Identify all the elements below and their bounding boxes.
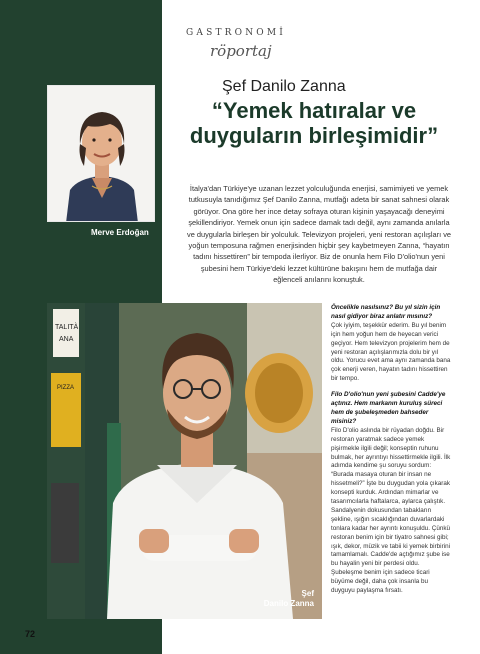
interview-column bbox=[331, 304, 451, 596]
portrait-illustration bbox=[48, 86, 155, 222]
section-kicker: GASTRONOMİ bbox=[186, 28, 287, 38]
page-number: 72 bbox=[25, 629, 36, 639]
photo-caption-name: Danilo Zanna bbox=[263, 599, 314, 608]
section-script-label: röportaj bbox=[210, 42, 272, 60]
portrait-credit: Merve Erdoğan bbox=[91, 228, 149, 237]
chef-photo bbox=[47, 303, 322, 619]
menu-board-text: PIZZA bbox=[57, 385, 75, 391]
headline: “Yemek hatıralar ve duyguların birleşimidir” bbox=[189, 98, 439, 148]
photo-caption-title: Şef bbox=[301, 589, 314, 598]
lede-paragraph: İtalya'dan Türkiye'ye uzanan lezzet yolculuğunda enerjisi, samimiyeti ve yemek tutkusuyla tanıdığımız Şef Danilo Zanna, mutfağı adeta bir sanat sahnesi olarak görüyor. Ona göre her ince detay sofraya oturan kişinin yaşayacağı deneyimi şekillendiriyor. Yemek onun için sadece damak tadı değil, aynı zamanda anılarla ve duygularla birleşen bir yolculuk. Televizyon projeleri, yeni restoran açılışları ve yoğun temposuna rağmen enerjisinden hiçbir şey kaybetmeyen Zanna, “hayatın tadını hissettiren” bir tempoda ilerliyor. Biz de onunla hem Filo D'olio'nun yeni şubesini hem Türkiye'deki lezzet kültürüne bakışını hem de mutfağa dair eğlenceli anılarını konuştuk. bbox=[187, 184, 451, 285]
portrait-photo bbox=[47, 85, 155, 222]
sign-text: TALITÀ bbox=[55, 324, 79, 331]
question-2: Filo D'olio'nun yeni şubesini Cadde'ye açtınız. Hem markanın kuruluş süreci hem de şubeleşmeden bahseder misiniz? bbox=[331, 391, 446, 425]
chef-photo-illustration bbox=[47, 303, 322, 619]
answer-2: Filo D'olio aslında bir rüyadan doğdu. Bir restoran yaratmak sadece yemek pişirmekle ilgili değil; konseptin ruhunu bulmak, her ayrıntıyı hissettirmekle ilgili. İlk adımda kendime şu soruyu sordum: “Burada masaya oturan bir insan ne hissetmeli?” İşte bu duygudan yola çıkarak konsepti kurduk. Ardından mimarlar ve tasarımcılarla haftalarca, aylarca çalıştık. Sandalyenin dokusundan tabakların şekline, ışığın sıcaklığından duvarlardaki tonlara kadar her ayrıntı konuşuldu. Çünkü restoran benim için bir tiyatro sahnesi gibi; ışık, dekor, müzik ve tabii ki yemek birbirini tamamlamalı. Cadde'de açtığımız şube ise bu hayalin yeni bir perdesi oldu. Şubeleşme benim için sadece ticari büyüme değil, daha çok insanla bu duyguyu paylaşma fırsatı. bbox=[331, 426, 451, 595]
chef-name: Şef Danilo Zanna bbox=[222, 78, 346, 95]
svg-text:ANA: ANA bbox=[59, 336, 74, 343]
answer-1: Çok iyiyim, teşekkür ederim. Bu yıl benim için hem yoğun hem de heyecan verici geçiyor. Hem televizyon projelerim hem de yeni restoran açılışlarımızla dolu bir yıl oldu. Yorucu evet ama aynı zamanda bana çok enerji veren, hayatın tadını hissettiren bir tempo. bbox=[331, 321, 451, 383]
photo-caption bbox=[264, 589, 314, 609]
question-1: Öncelikle nasılsınız? Bu yıl sizin için nasıl gidiyor biraz anlatır mısınız? bbox=[331, 304, 441, 320]
